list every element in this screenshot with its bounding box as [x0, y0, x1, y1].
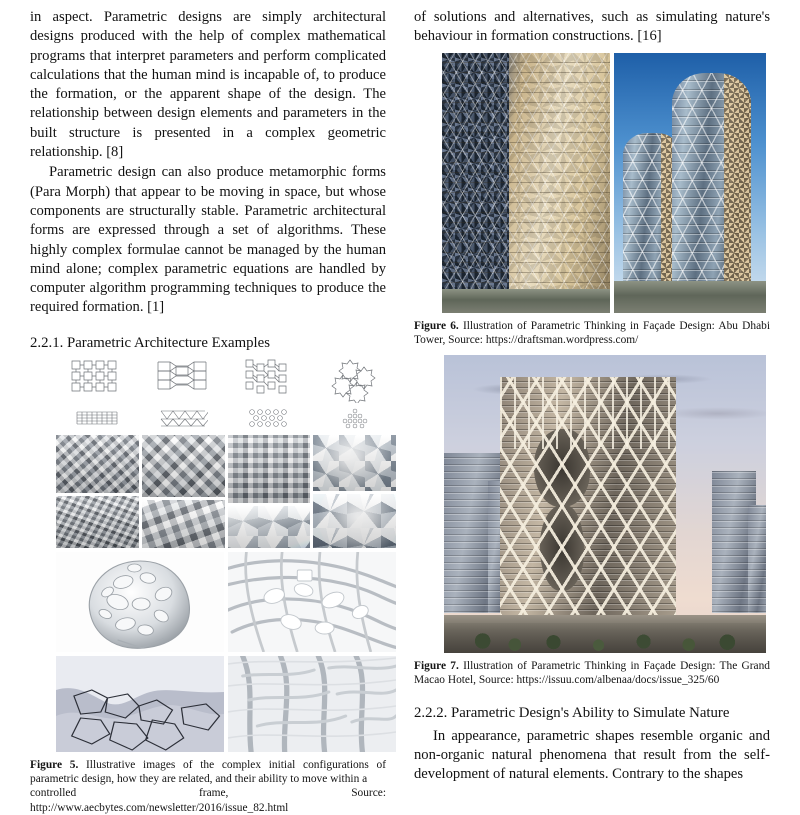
lattice-canopy-icon: [228, 552, 396, 652]
two-column-layout: [30, 8, 770, 814]
street-trees-row: [444, 623, 766, 653]
figure-7-label: Figure 7.: [414, 660, 459, 673]
photo-column-3: [228, 435, 311, 548]
left-column: [30, 8, 386, 814]
photo-column-2: [142, 435, 225, 548]
photo-folded-surface-3: [142, 435, 225, 497]
organic-cell-terrain: [56, 656, 224, 752]
right-column: [414, 8, 770, 800]
tessellation-diagram-wave: [146, 357, 220, 429]
figure-5-image: [56, 357, 396, 752]
tower-front-screen-panels: [724, 73, 751, 289]
star-cluster-compressed-icon: [335, 407, 375, 429]
pinwheel-grid-pattern-icon: [240, 357, 298, 403]
morpheus-vertical-fins: [500, 377, 676, 449]
albahar-ground-plaza: [442, 289, 610, 312]
photo-column-1: [56, 435, 139, 548]
organic-column-forest: [228, 656, 396, 752]
star-tessellation-pattern-icon: [326, 357, 384, 403]
figure-6-label: Figure 6.: [414, 319, 459, 332]
background-building-far-right: [748, 505, 766, 613]
figure-6-caption-text: Illustration of Parametric Thinking in Façade Design: Abu Dhabi Tower, Source: https://draftsman.wordpress.com/: [414, 319, 770, 346]
figure-5-caption: [30, 758, 386, 815]
figure-6-caption: [414, 319, 770, 348]
figure-5-caption-word-left: controlled: [30, 787, 77, 800]
figure-5-label: Figure 5.: [30, 758, 79, 771]
figure-5-caption-text: Illustrative images of the complex initial configurations of parametric design, how they are related, and their ability to move within a: [30, 758, 386, 786]
folded-surface-photo-grid: [56, 435, 396, 548]
organic-lattice-canopy: [228, 552, 396, 652]
triangle-wave-grid-icon: [158, 407, 208, 429]
square-grid-compressed-icon: [74, 409, 120, 429]
albahar-tower-front: [672, 73, 751, 289]
figure-5-source-url: http://www.aecbytes.com/newsletter/2016/issue_82.html: [30, 801, 289, 814]
branching-columns-icon: [228, 656, 396, 752]
section-heading-2-2-1: 2.2.1. Parametric Architecture Examples: [30, 334, 270, 351]
photo-folded-surface-6: [228, 506, 311, 548]
paragraph-para-morph: Parametric design can also produce metamorphic forms (Para Morph) that appear to be moving in space, but whose components are structurally stable. Parametric architectural forms are expressed through a set of algorithms. These highly complex formulae cannot be managed by the human mind alone; complex parametric equations are handled by computer algorithm programming techniques to produce the required formation. [1]: [30, 164, 386, 316]
albahar-towers-view-panel: [614, 53, 766, 313]
figure-7-caption-text: Illustration of Parametric Thinking in Façade Design: The Grand Macao Hotel, Source: https://issuu.com/albenaa/docs/issue_325/60: [414, 660, 770, 687]
section-heading-2-2-2: 2.2.2. Parametric Design's Ability to Simulate Nature: [414, 704, 730, 721]
square-grid-pattern-icon: [68, 357, 126, 403]
organic-structure-grid: [56, 552, 396, 752]
albahar-panel-shading: [442, 53, 610, 313]
organic-voronoi-pod: [56, 552, 224, 652]
paragraph-organic-appearance: In appearance, parametric shapes resemble organic and non-organic natural phenomena that result from the self-development of natural elements. Contrary to the shapes: [414, 727, 770, 783]
cellular-terrain-icon: [56, 656, 224, 752]
photo-column-4: [313, 435, 396, 548]
tessellation-diagram-star: [318, 357, 392, 429]
tessellation-diagram-square: [60, 357, 134, 429]
figure-5-caption-word-center: frame,: [198, 787, 229, 800]
tessellation-diagram-pinwheel: [232, 357, 306, 429]
paragraph-aspect-parametric-designs: in aspect. Parametric designs are simply architectural designs produced with the help of complex mathematical programs that interpret parameters and perform complicated calculations that the human mind is incapable of, to produce the formation, or the apparent shape of the design. The relationship between design elements and parameters in the built structure is presented in a complex geometric relationship. [8]: [30, 9, 386, 161]
figure-5-caption-word-right: Source:: [351, 787, 386, 800]
photo-folded-surface-5: [228, 435, 311, 503]
albahar-facade-closeup-panel: [442, 53, 610, 313]
figure-6-image: [442, 53, 766, 313]
photo-folded-surface-4: [142, 500, 225, 548]
organic-column-left: [56, 552, 224, 752]
tower-front-body: [672, 73, 751, 289]
voronoi-pod-icon: [56, 552, 224, 652]
photo-folded-star-1: [313, 435, 396, 491]
paragraph-solutions-alternatives: of solutions and alternatives, such as simulating nature's behaviour in formation constructions. [16]: [414, 9, 770, 45]
tessellation-diagram-row: [56, 357, 396, 431]
albahar-street-level: [614, 281, 766, 312]
figure-7-caption: [414, 659, 770, 688]
organic-column-right: [228, 552, 396, 752]
hexagon-cluster-grid-icon: [246, 407, 292, 429]
photo-folded-surface-1: [56, 435, 139, 493]
photo-folded-star-2: [313, 494, 396, 548]
figure-7-image: [444, 355, 766, 653]
morpheus-hotel-tower: [500, 377, 676, 617]
wave-grid-pattern-icon: [154, 357, 212, 403]
photo-folded-surface-2: [56, 496, 139, 548]
